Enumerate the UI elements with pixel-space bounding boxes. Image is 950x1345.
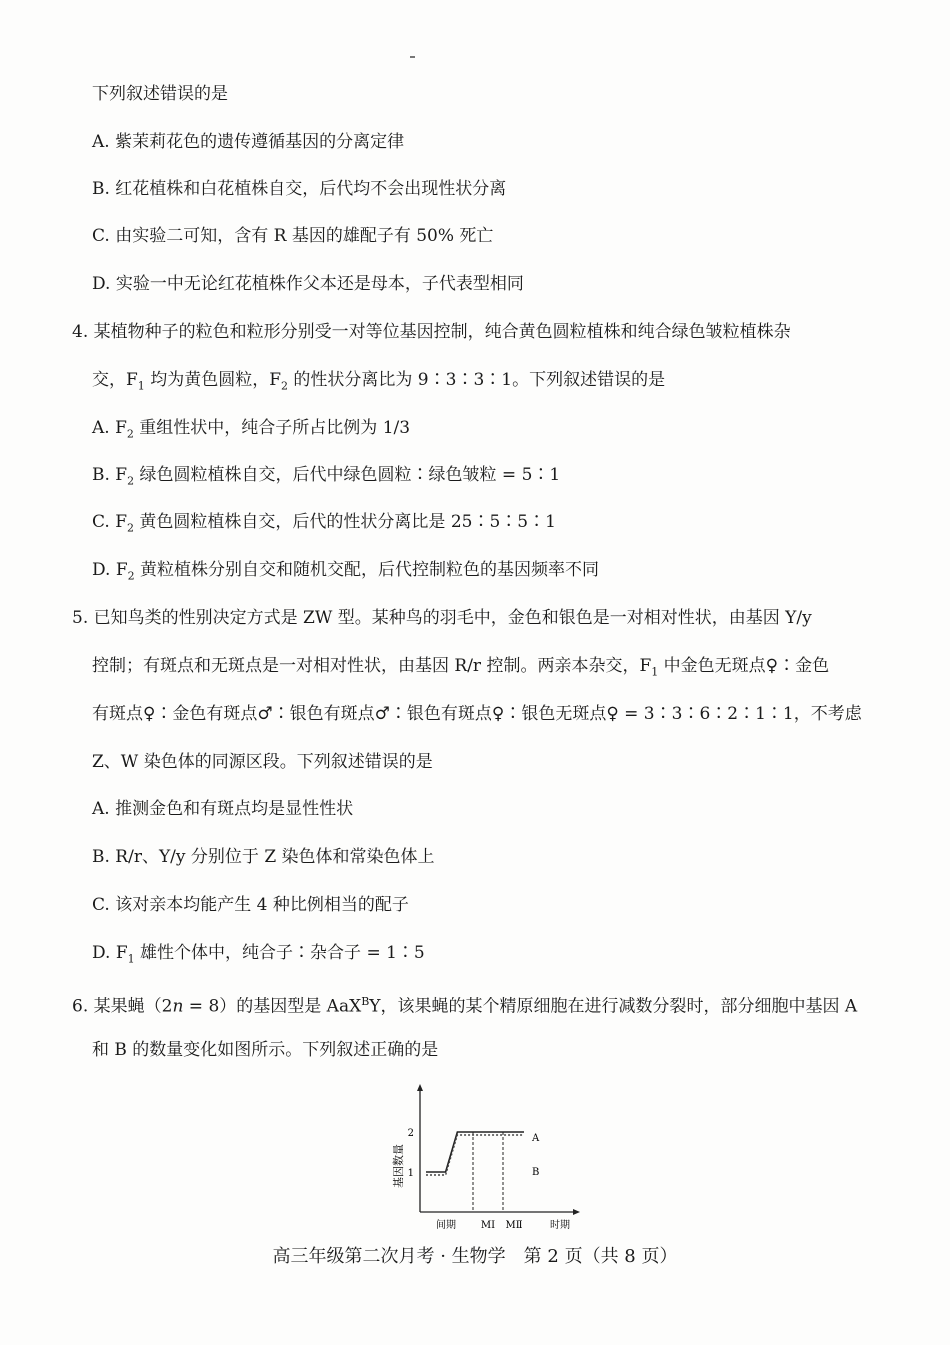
q5-stem-line2: 控制；有斑点和无斑点是一对相对性状，由基因 R/r 控制。两亲本杂交，$F_1$ 中金色无斑点♀∶金色 xyxy=(92,656,830,679)
q4-stem-line1: 4. 某植物种子的粒色和粒形分别受一对等位基因控制，纯合黄色圆粒植株和纯合绿色皱粒植株杂 xyxy=(72,322,791,342)
q5-option-d: D. $F_1$ 雄性个体中，纯合子∶杂合子 = 1∶5 xyxy=(92,943,425,966)
q3-option-a: A. 紫茉莉花色的遗传遵循基因的分离定律 xyxy=(92,132,405,152)
q3-option-c: C. 由实验二可知，含有 R 基因的雄配子有 50% 死亡 xyxy=(92,226,494,246)
q5-stem-line3: 有斑点♀∶金色有斑点♂∶银色有斑点♂∶银色有斑点♀∶银色无斑点♀ = 3∶3∶6∶2∶1∶1，不考虑 xyxy=(92,704,862,724)
q4-option-d: D. $F_2$ 黄粒植株分别自交和随机交配，后代控制粒色的基因频率不同 xyxy=(92,560,600,583)
series-a-line xyxy=(426,1132,524,1172)
x-tick-mi: MⅠ xyxy=(480,1220,496,1230)
series-b-line xyxy=(426,1135,524,1175)
q6-stem-line1: 6. 某果蝇（2n = 8）的基因型是 AaX$^B$Y，该果蝇的某个精原细胞在进行减数分裂时，部分细胞中基因 A xyxy=(72,995,858,1017)
q3-stem: 下列叙述错误的是 xyxy=(92,84,228,104)
q5-stem-line4: Z、W 染色体的同源区段。下列叙述错误的是 xyxy=(92,752,433,772)
page-footer: 高三年级第二次月考 · 生物学 第 2 页（共 8 页） xyxy=(272,1246,678,1267)
q5-stem-line1: 5. 已知鸟类的性别决定方式是 ZW 型。某种鸟的羽毛中，金色和银色是一对相对性状，由基因 Y/y xyxy=(72,608,812,628)
x-axis-arrow xyxy=(573,1209,580,1215)
q6-stem-line2: 和 B 的数量变化如图所示。下列叙述正确的是 xyxy=(92,1040,439,1060)
q5-option-b: B. R/r、Y/y 分别位于 Z 染色体和常染色体上 xyxy=(92,847,435,867)
q3-option-b: B. 红花植株和白花植株自交，后代均不会出现性状分离 xyxy=(92,179,507,199)
x-tick-mii: MⅡ xyxy=(505,1220,523,1230)
q4-option-b: B. $F_2$ 绿色圆粒植株自交，后代中绿色圆粒∶绿色皱粒 = 5∶1 xyxy=(92,465,561,488)
q5-option-c: C. 该对亲本均能产生 4 种比例相当的配子 xyxy=(92,895,409,915)
y-axis-label: 基因数量 xyxy=(392,1144,405,1188)
y-tick-1: 1 xyxy=(407,1168,414,1179)
q4-stem-line2: 交，$F_1$ 均为黄色圆粒，$F_2$ 的性状分离比为 9∶3∶3∶1。下列叙述错误的是 xyxy=(92,370,666,393)
x-tick-interphase: 间期 xyxy=(436,1220,456,1230)
y-tick-2: 2 xyxy=(407,1128,414,1139)
gene-count-chart xyxy=(380,1080,590,1230)
y-axis-arrow xyxy=(417,1084,423,1091)
x-axis-label: 时期 xyxy=(550,1220,570,1230)
series-a-label: A xyxy=(532,1133,540,1144)
q3-option-d: D. 实验一中无论红花植株作父本还是母本，子代表型相同 xyxy=(92,274,524,294)
series-b-label: B xyxy=(532,1167,540,1178)
q4-option-a: A. $F_2$ 重组性状中，纯合子所占比例为 1/3 xyxy=(92,418,411,441)
q5-option-a: A. 推测金色和有斑点均是显性性状 xyxy=(92,799,354,819)
top-mark xyxy=(410,56,415,58)
q4-option-c: C. $F_2$ 黄色圆粒植株自交，后代的性状分离比是 25∶5∶5∶1 xyxy=(92,512,556,535)
